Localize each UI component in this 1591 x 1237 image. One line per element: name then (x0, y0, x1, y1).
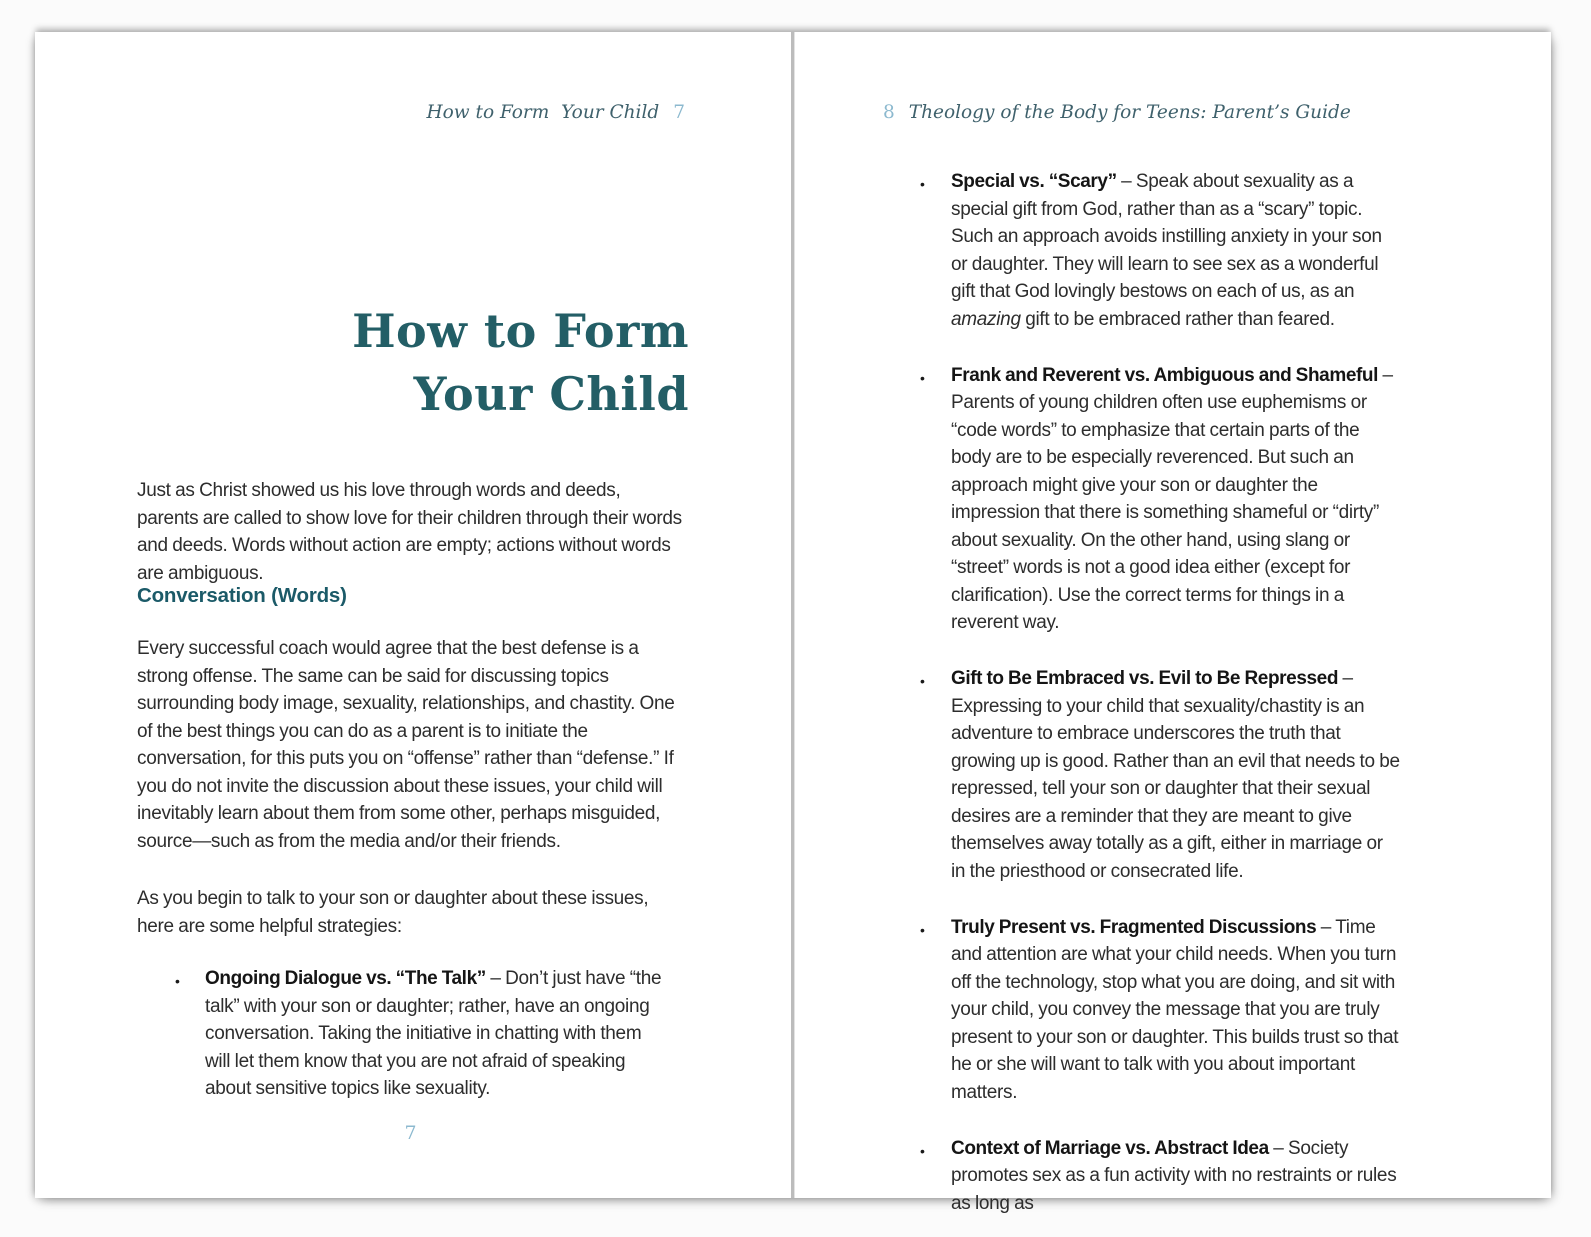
bullet-lead: Truly Present vs. Fragmented Discussions (951, 916, 1317, 938)
bullet-lead: Ongoing Dialogue vs. “The Talk” (205, 968, 486, 989)
bullet-separator: – (1316, 916, 1336, 938)
bullet-context-of-marriage (918, 1135, 1400, 1218)
bullet-lead: Special vs. “Scary” (951, 171, 1117, 192)
bullet-italic-word: amazing (951, 308, 1021, 330)
bullet-text: Speak about sexuality as a special gift from God, rather than as a “scary” topic. Such an approach avoids instilling anxiety in your son or daughter. They will learn to see sex as a wonderful gift that God lovingly bestows on each of us, as an (951, 171, 1382, 302)
running-head-page-number: 8 (883, 102, 895, 123)
chapter-title (352, 300, 689, 426)
strategies-bullet-list (918, 168, 1400, 1217)
bullet-text: Parents of young children often use euphemisms or “code words” to emphasize that certain parts of the body are to be especially reverenced. But such an approach might give your son or daughter the impression that there is something shameful or “dirty” about sexuality. On the other hand, using slang or “street” words is not a good idea either (except for clarification). Use the correct terms for things in a reverent way. (951, 392, 1380, 633)
bullet-marker-icon: • (175, 973, 180, 989)
running-head-page-number: 7 (673, 102, 685, 123)
footer-page-number: 7 (404, 1122, 417, 1144)
bullet-text: Society promotes sex as a fun activity with no restraints or rules as long as (951, 1137, 1397, 1214)
bullet-separator: – (1338, 668, 1353, 689)
section-heading: Conversation (Words) (137, 584, 347, 607)
body-paragraph-2: As you begin to talk to your son or daughter about these issues, here are some helpful strategies: (137, 888, 649, 937)
running-head-title: Theology of the Body for Teens: Parent’s Guide (908, 102, 1351, 123)
bullet-gift-to-be-embraced (918, 665, 1400, 885)
bullet-lead: Frank and Reverent vs. Ambiguous and Shameful (951, 364, 1379, 386)
body-paragraph-1: Every successful coach would agree that the best defense is a strong offense. The same can be said for discussing topics surrounding body image, sexuality, relationships, and chastity. One of the best things you can do as a parent is to initiate the conversation, for this puts you on “offense” rather than “defense.” If you do not invite the discussion about these issues, your child will inevitably learn about them from some other, perhaps misguided, source—such as from the media and/or their friends. (137, 638, 675, 852)
bullet-marker-icon: • (920, 176, 925, 192)
running-head-right (883, 102, 1351, 123)
bullet-marker-icon: • (920, 673, 925, 689)
bullet-ongoing-dialogue (175, 965, 667, 1103)
bullet-marker-icon: • (920, 369, 925, 386)
chapter-title-line2: Your Child (413, 367, 689, 421)
bullet-separator: – (1378, 364, 1393, 386)
bullet-truly-present (918, 914, 1400, 1107)
bullet-frank-and-reverent (918, 362, 1400, 637)
bullet-separator: – (1116, 171, 1136, 192)
bullet-marker-icon: • (920, 921, 925, 938)
chapter-title-line1: How to Form (352, 304, 689, 358)
bullet-lead: Gift to Be Embraced vs. Evil to Be Repressed (951, 668, 1339, 689)
intro-paragraph: Just as Christ showed us his love through words and deeds, parents are called to show love for their children through their words and deeds. Words without action are empty; actions without words are ambiguous. (137, 480, 682, 584)
running-head-left (427, 102, 685, 123)
bullet-separator: – (485, 968, 506, 989)
bullet-text: Don’t just have “the talk” with your son or daughter; rather, have an ongoing conversation. Taking the initiative in chatting with them will let them know that you are not afraid of speaking about sensitive topics like sexuality. (205, 968, 662, 1099)
book-spread (35, 32, 1551, 1214)
page-left (35, 32, 794, 1198)
bullet-text: Expressing to your child that sexuality/chastity is an adventure to embrace underscores the truth that growing up is good. Rather than an evil that needs to be repressed, tell your son or daughter that their sexual desires are a reminder that they are meant to give themselves away totally as a gift, either in marriage or in the priesthood or consecrated life. (951, 695, 1400, 882)
bullet-text: Time and attention are what your child needs. When you turn off the technology, stop what you are doing, and sit with your child, you convey the message that you are truly present to your son or daughter. This builds trust so that he or she will want to talk with you about important matters. (951, 916, 1399, 1103)
page-right (794, 32, 1551, 1214)
bullet-separator: – (1268, 1137, 1288, 1159)
running-head-title: How to Form Your Child (426, 102, 660, 123)
bullet-text-after: gift to be embraced rather than feared. (1020, 308, 1335, 330)
bullet-marker-icon: • (920, 1142, 925, 1159)
bullet-lead: Context of Marriage vs. Abstract Idea (951, 1137, 1269, 1159)
bullet-special-vs-scary (918, 168, 1400, 333)
